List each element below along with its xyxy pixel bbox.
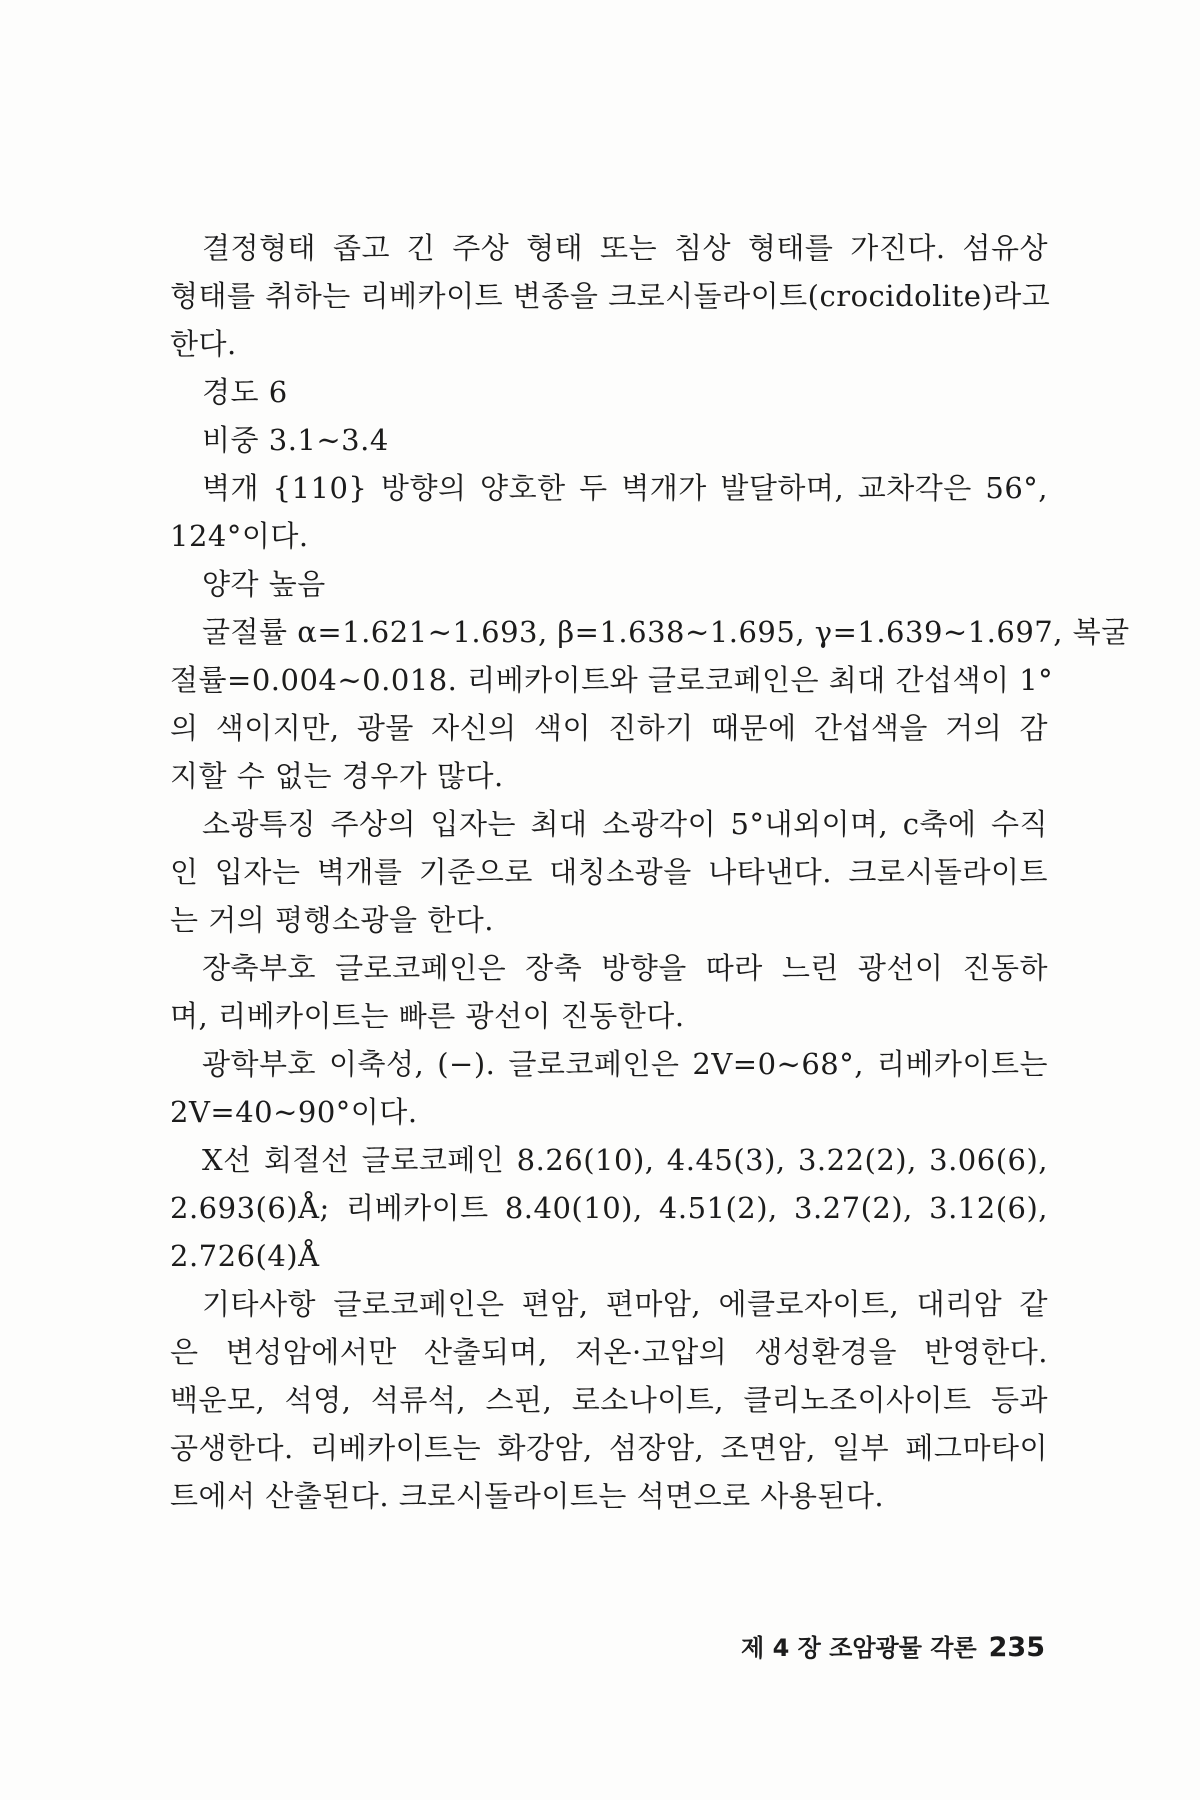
text-line-refractive-index: 굴절률 α=1.621∼1.693, β=1.638∼1.695, γ=1.639∼1.697, 복굴: [202, 615, 1130, 649]
text-line: 2.726(4)Å: [170, 1239, 320, 1273]
page-footer: [700, 1628, 1045, 1663]
text-line: 인 입자는 벽개를 기준으로 대칭소광을 나타낸다. 크로시돌라이트: [170, 855, 1048, 889]
text-line-hardness: 경도 6: [202, 375, 288, 409]
text-line-relief: 양각 높음: [202, 567, 326, 601]
text-line: 백운모, 석영, 석류석, 스핀, 로소나이트, 클리노조이사이트 등과: [170, 1383, 1048, 1417]
text-line: 한다.: [170, 327, 237, 361]
text-line: 며, 리베카이트는 빠른 광선이 진동한다.: [170, 999, 685, 1033]
text-line: 2V=40∼90°이다.: [170, 1095, 418, 1129]
text-line-elongation: 장축부호 글로코페인은 장축 방향을 따라 느린 광선이 진동하: [202, 951, 1048, 985]
text-line: 는 거의 평행소광을 한다.: [170, 903, 495, 937]
text-line: 124°이다.: [170, 519, 309, 553]
text-line-specific-gravity: 비중 3.1∼3.4: [202, 423, 389, 457]
text-line-optic-sign: 광학부호 이축성, (−). 글로코페인은 2V=0∼68°, 리베카이트는: [202, 1047, 1048, 1081]
text-line: 공생한다. 리베카이트는 화강암, 섬장암, 조면암, 일부 페그마타이: [170, 1431, 1048, 1465]
text-line: 절률=0.004∼0.018. 리베카이트와 글로코페인은 최대 간섭색이 1°: [170, 663, 1054, 697]
text-line: 지할 수 없는 경우가 많다.: [170, 759, 504, 793]
text-line-remarks: 기타사항 글로코페인은 편암, 편마암, 에클로자이트, 대리암 같: [202, 1287, 1048, 1321]
text-line: 의 색이지만, 광물 자신의 색이 진하기 때문에 간섭색을 거의 감: [170, 711, 1048, 745]
text-line: 2.693(6)Å; 리베카이트 8.40(10), 4.51(2), 3.27(2), 3.12(6),: [170, 1191, 1048, 1225]
text-line-extinction: 소광특징 주상의 입자는 최대 소광각이 5°내외이며, c축에 수직: [202, 807, 1048, 841]
text-line: 형태를 취하는 리베카이트 변종을 크로시돌라이트(crocidolite)라고: [170, 279, 1051, 313]
chapter-title: 제 4 장 조암광물 각론: [741, 1634, 977, 1662]
text-line: 은 변성암에서만 산출되며, 저온·고압의 생성환경을 반영한다.: [170, 1335, 1048, 1369]
text-line-xray: X선 회절선 글로코페인 8.26(10), 4.45(3), 3.22(2), 3.06(6),: [202, 1143, 1048, 1177]
text-line-crystal-form: 결정형태 좁고 긴 주상 형태 또는 침상 형태를 가진다. 섬유상: [202, 231, 1048, 265]
text-line: 트에서 산출된다. 크로시돌라이트는 석면으로 사용된다.: [170, 1479, 885, 1513]
page-number: 235: [988, 1632, 1045, 1663]
text-line-cleavage: 벽개 {110} 방향의 양호한 두 벽개가 발달하며, 교차각은 56°,: [202, 471, 1048, 505]
